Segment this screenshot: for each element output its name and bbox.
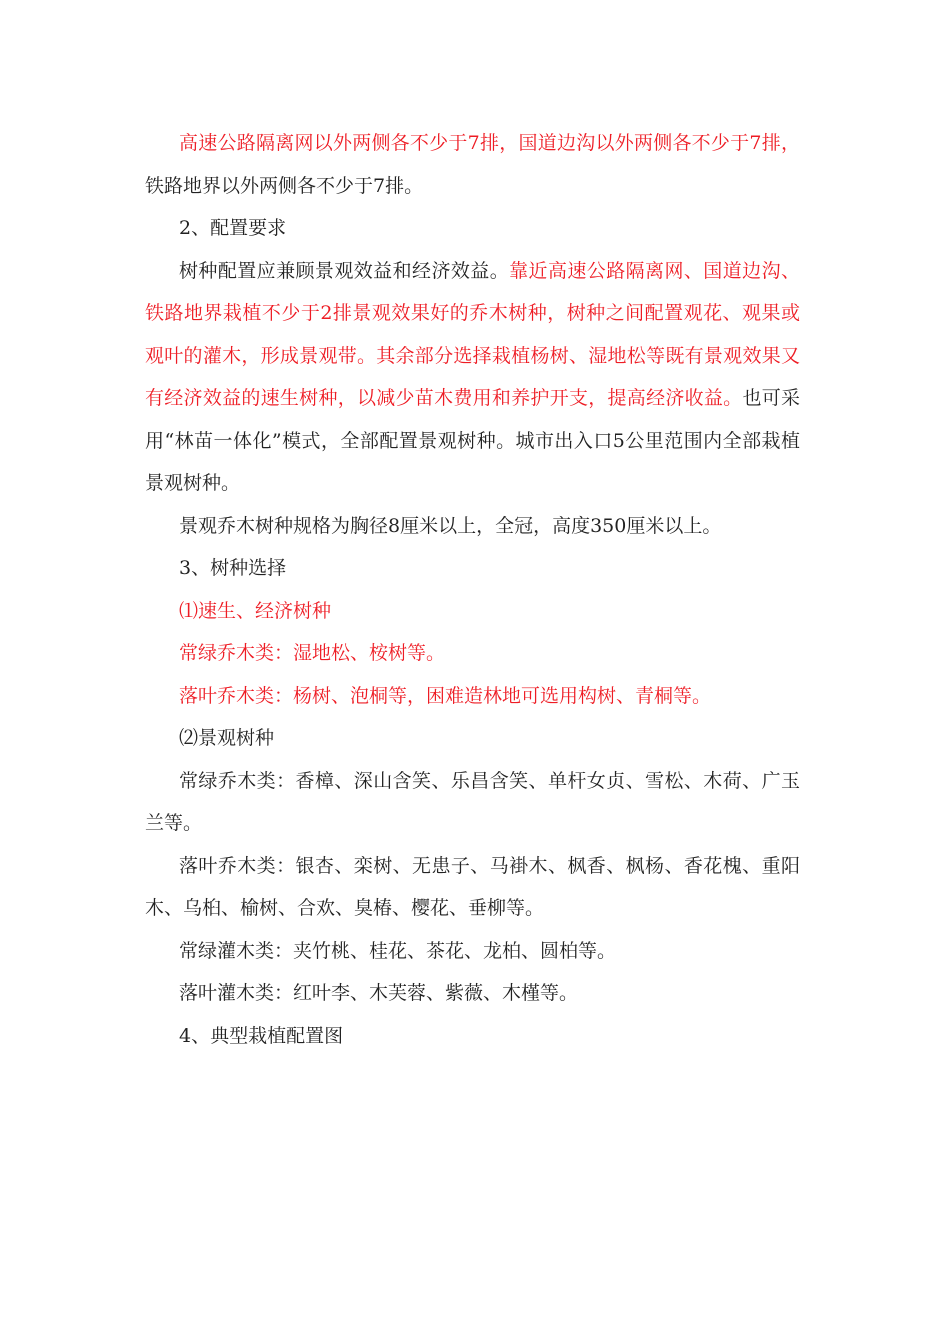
heading-species-selection: [145, 547, 800, 590]
text-run: 常绿乔木类：香樟、深山含笑、乐昌含笑、单杆女贞、雪松、木荷、广玉兰等。: [145, 769, 800, 834]
text-run: ⑴速生、经济树种: [179, 599, 332, 622]
text-run: 落叶灌木类：红叶李、木芙蓉、紫薇、木槿等。: [179, 982, 579, 1004]
heading-planting-diagram: [145, 1015, 800, 1058]
text-run: 常绿灌木类：夹竹桃、桂花、茶花、龙柏、圆柏等。: [179, 939, 617, 962]
text-run: 4、典型栽植配置图: [179, 1024, 344, 1047]
text-run: 景观乔木树种规格为胸径8厘米以上，全冠，高度350厘米以上。: [179, 514, 722, 537]
text-run: 铁路地界以外两侧各不少于7排。: [145, 174, 424, 197]
list-item-evergreen-trees-economic: [145, 632, 800, 675]
text-run: 落叶乔木类：杨树、泡桐等，困难造林地可选用构树、青桐等。: [179, 684, 712, 707]
text-run: 高速公路隔离网以外两侧各不少于7排，国道边沟以外两侧各不少于7排，: [179, 132, 800, 154]
heading-config-requirements: [145, 207, 800, 250]
text-run: 落叶乔木类：银杏、栾树、无患子、马褂木、枫香、枫杨、香花槐、重阳木、乌桕、榆树、合欢、臭椿、樱花、垂柳等。: [145, 854, 800, 919]
paragraph-species-config: [145, 250, 800, 505]
paragraph-tree-spec: [145, 505, 800, 548]
text-run: 靠近高速公路隔离网、国道边沟、铁路地界栽植不少于2排景观效果好的乔木树种，树种之间配置观花、观果或观叶的灌木，形成景观带。其余部分选择栽植杨树、湿地松等既有景观效果又有经济效益的速生树种，以减少苗木费用和养护开支，提高经济收益。: [145, 259, 800, 409]
list-item-deciduous-shrubs: [145, 972, 800, 1015]
paragraph-setback-rows: [145, 122, 800, 207]
list-item-evergreen-trees-landscape: [145, 760, 800, 845]
list-item-deciduous-trees-economic: [145, 675, 800, 718]
subheading-landscape-species: [145, 717, 800, 760]
text-run: ⑵景观树种: [179, 727, 275, 749]
list-item-evergreen-shrubs: [145, 930, 800, 973]
text-run: 树种配置应兼顾景观效益和经济效益。: [179, 259, 510, 282]
text-run: 3、树种选择: [179, 557, 287, 579]
text-run: 常绿乔木类：湿地松、桉树等。: [179, 642, 446, 664]
list-item-deciduous-trees-landscape: [145, 845, 800, 930]
text-run: 也可采用“林苗一体化”模式，全部配置景观树种。城市出入口5公里范围内全部栽植景观树种。: [145, 387, 800, 494]
text-run: 2、配置要求: [179, 217, 287, 239]
subheading-fast-growing: [145, 590, 800, 633]
document-body: [145, 122, 800, 1057]
